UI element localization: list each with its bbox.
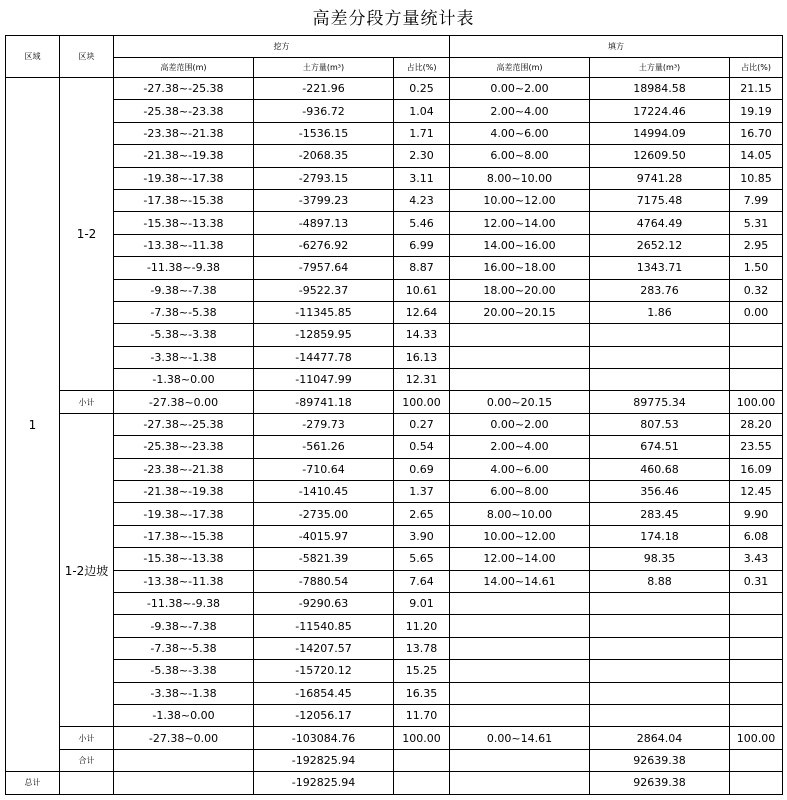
table-row <box>6 212 783 234</box>
cut-volume-cell: -16854.45 <box>254 682 394 704</box>
cut-volume-cell: -1410.45 <box>254 481 394 503</box>
fill-range-cell: 14.00~14.61 <box>450 570 590 592</box>
fill-ratio-cell: 5.31 <box>730 212 783 234</box>
cut-range-cell: -1.38~0.00 <box>114 369 254 391</box>
zone-total-label: 合计 <box>60 749 114 771</box>
subtotal-fill-ratio: 100.00 <box>730 727 783 749</box>
grand-total-block <box>60 772 114 794</box>
fill-volume-cell <box>590 369 730 391</box>
table-row <box>6 122 783 144</box>
cut-volume-cell: -710.64 <box>254 458 394 480</box>
table-row <box>6 570 783 592</box>
fill-range-cell: 4.00~6.00 <box>450 122 590 144</box>
fill-ratio-cell: 3.43 <box>730 548 783 570</box>
header-block: 区块 <box>60 36 114 78</box>
table-row <box>6 78 783 100</box>
table-row <box>6 436 783 458</box>
cut-volume-cell: -15720.12 <box>254 660 394 682</box>
fill-ratio-cell: 28.20 <box>730 413 783 435</box>
cut-range-cell: -15.38~-13.38 <box>114 212 254 234</box>
header-fill-range: 高差范围(m) <box>450 58 590 78</box>
cut-ratio-cell: 5.46 <box>394 212 450 234</box>
fill-volume-cell: 9741.28 <box>590 167 730 189</box>
fill-ratio-cell: 14.05 <box>730 145 783 167</box>
table-row <box>6 189 783 211</box>
cut-volume-cell: -936.72 <box>254 100 394 122</box>
subtotal-fill-range: 0.00~20.15 <box>450 391 590 413</box>
cut-volume-cell: -11047.99 <box>254 369 394 391</box>
cut-ratio-cell: 7.64 <box>394 570 450 592</box>
fill-ratio-cell: 12.45 <box>730 481 783 503</box>
cut-ratio-cell: 0.54 <box>394 436 450 458</box>
fill-ratio-cell <box>730 369 783 391</box>
cut-range-cell: -19.38~-17.38 <box>114 503 254 525</box>
fill-range-cell: 10.00~12.00 <box>450 525 590 547</box>
cut-ratio-cell: 16.13 <box>394 346 450 368</box>
fill-volume-cell <box>590 660 730 682</box>
cut-ratio-cell: 0.69 <box>394 458 450 480</box>
cut-range-cell: -5.38~-3.38 <box>114 660 254 682</box>
block-name-cell: 1-2 <box>60 78 114 391</box>
cut-volume-cell: -4015.97 <box>254 525 394 547</box>
cut-ratio-cell: 4.23 <box>394 189 450 211</box>
fill-volume-cell: 283.45 <box>590 503 730 525</box>
fill-volume-cell <box>590 682 730 704</box>
table-row <box>6 324 783 346</box>
cut-range-cell: -21.38~-19.38 <box>114 145 254 167</box>
cut-range-cell: -13.38~-11.38 <box>114 570 254 592</box>
fill-range-cell: 8.00~10.00 <box>450 503 590 525</box>
fill-range-cell <box>450 369 590 391</box>
block-name-cell: 1-2边坡 <box>60 413 114 726</box>
cut-range-cell: -27.38~-25.38 <box>114 78 254 100</box>
cut-ratio-cell: 5.65 <box>394 548 450 570</box>
fill-range-cell: 4.00~6.00 <box>450 458 590 480</box>
cut-ratio-cell: 2.65 <box>394 503 450 525</box>
cut-range-cell: -27.38~-25.38 <box>114 413 254 435</box>
cut-range-cell: -23.38~-21.38 <box>114 458 254 480</box>
cut-volume-cell: -3799.23 <box>254 189 394 211</box>
cut-ratio-cell: 16.35 <box>394 682 450 704</box>
fill-volume-cell: 1.86 <box>590 301 730 323</box>
earthwork-table <box>5 35 783 795</box>
cut-ratio-cell: 11.70 <box>394 704 450 726</box>
cut-ratio-cell: 11.20 <box>394 615 450 637</box>
fill-ratio-cell: 16.09 <box>730 458 783 480</box>
fill-range-cell: 0.00~2.00 <box>450 413 590 435</box>
fill-ratio-cell: 0.32 <box>730 279 783 301</box>
cut-volume-cell: -2735.00 <box>254 503 394 525</box>
cut-range-cell: -21.38~-19.38 <box>114 481 254 503</box>
fill-volume-cell: 18984.58 <box>590 78 730 100</box>
fill-ratio-cell: 0.00 <box>730 301 783 323</box>
fill-range-cell <box>450 346 590 368</box>
subtotal-cut-range: -27.38~0.00 <box>114 727 254 749</box>
fill-range-cell: 16.00~18.00 <box>450 257 590 279</box>
cut-volume-cell: -561.26 <box>254 436 394 458</box>
cut-ratio-cell: 1.71 <box>394 122 450 144</box>
cut-volume-cell: -7957.64 <box>254 257 394 279</box>
fill-ratio-cell <box>730 615 783 637</box>
fill-range-cell: 2.00~4.00 <box>450 100 590 122</box>
subtotal-cut-volume: -103084.76 <box>254 727 394 749</box>
fill-ratio-cell: 2.95 <box>730 234 783 256</box>
table-row <box>6 100 783 122</box>
cut-range-cell: -1.38~0.00 <box>114 704 254 726</box>
cut-volume-cell: -9522.37 <box>254 279 394 301</box>
fill-range-cell <box>450 660 590 682</box>
cut-ratio-cell: 10.61 <box>394 279 450 301</box>
subtotal-fill-volume: 89775.34 <box>590 391 730 413</box>
fill-volume-cell: 283.76 <box>590 279 730 301</box>
cut-ratio-cell: 2.30 <box>394 145 450 167</box>
fill-ratio-cell: 21.15 <box>730 78 783 100</box>
cut-ratio-cell: 1.04 <box>394 100 450 122</box>
fill-range-cell <box>450 682 590 704</box>
table-row <box>6 301 783 323</box>
table-row <box>6 660 783 682</box>
fill-ratio-cell: 1.50 <box>730 257 783 279</box>
cut-range-cell: -7.38~-5.38 <box>114 637 254 659</box>
fill-range-cell: 2.00~4.00 <box>450 436 590 458</box>
subtotal-fill-ratio: 100.00 <box>730 391 783 413</box>
cut-volume-cell: -221.96 <box>254 78 394 100</box>
grand-total-cut-volume: -192825.94 <box>254 772 394 794</box>
header-zone: 区域 <box>6 36 60 78</box>
fill-range-cell <box>450 324 590 346</box>
subtotal-label: 小计 <box>60 391 114 413</box>
subtotal-cut-volume: -89741.18 <box>254 391 394 413</box>
cut-volume-cell: -2793.15 <box>254 167 394 189</box>
zone-id-cell: 1 <box>6 78 60 772</box>
fill-ratio-cell <box>730 592 783 614</box>
table-row <box>6 481 783 503</box>
zone-total-fill-range <box>450 749 590 771</box>
grand-total-fill-volume: 92639.38 <box>590 772 730 794</box>
cut-ratio-cell: 3.11 <box>394 167 450 189</box>
header-cut-ratio: 占比(%) <box>394 58 450 78</box>
cut-ratio-cell: 15.25 <box>394 660 450 682</box>
table-row <box>6 279 783 301</box>
fill-range-cell: 18.00~20.00 <box>450 279 590 301</box>
table-row <box>6 548 783 570</box>
fill-range-cell: 12.00~14.00 <box>450 548 590 570</box>
cut-volume-cell: -12056.17 <box>254 704 394 726</box>
header-cut-range: 高差范围(m) <box>114 58 254 78</box>
fill-volume-cell <box>590 637 730 659</box>
fill-range-cell: 8.00~10.00 <box>450 167 590 189</box>
cut-volume-cell: -1536.15 <box>254 122 394 144</box>
fill-volume-cell: 14994.09 <box>590 122 730 144</box>
cut-range-cell: -15.38~-13.38 <box>114 548 254 570</box>
cut-ratio-cell: 1.37 <box>394 481 450 503</box>
cut-range-cell: -7.38~-5.38 <box>114 301 254 323</box>
fill-volume-cell <box>590 346 730 368</box>
fill-volume-cell: 356.46 <box>590 481 730 503</box>
subtotal-cut-ratio: 100.00 <box>394 391 450 413</box>
cut-range-cell: -3.38~-1.38 <box>114 346 254 368</box>
header-fill-volume: 土方量(m³) <box>590 58 730 78</box>
cut-volume-cell: -11345.85 <box>254 301 394 323</box>
cut-volume-cell: -12859.95 <box>254 324 394 346</box>
fill-volume-cell: 460.68 <box>590 458 730 480</box>
zone-total-cut-range <box>114 749 254 771</box>
subtotal-cut-ratio: 100.00 <box>394 727 450 749</box>
cut-volume-cell: -11540.85 <box>254 615 394 637</box>
table-row <box>6 704 783 726</box>
cut-range-cell: -5.38~-3.38 <box>114 324 254 346</box>
fill-ratio-cell <box>730 324 783 346</box>
cut-range-cell: -9.38~-7.38 <box>114 279 254 301</box>
fill-range-cell: 0.00~2.00 <box>450 78 590 100</box>
cut-range-cell: -13.38~-11.38 <box>114 234 254 256</box>
cut-volume-cell: -5821.39 <box>254 548 394 570</box>
fill-range-cell <box>450 615 590 637</box>
fill-ratio-cell <box>730 660 783 682</box>
cut-volume-cell: -14207.57 <box>254 637 394 659</box>
cut-ratio-cell: 13.78 <box>394 637 450 659</box>
grand-total-row <box>6 772 783 794</box>
fill-range-cell: 20.00~20.15 <box>450 301 590 323</box>
cut-volume-cell: -4897.13 <box>254 212 394 234</box>
fill-range-cell: 12.00~14.00 <box>450 212 590 234</box>
subtotal-fill-volume: 2864.04 <box>590 727 730 749</box>
subtotal-row <box>6 391 783 413</box>
fill-ratio-cell: 0.31 <box>730 570 783 592</box>
fill-ratio-cell: 6.08 <box>730 525 783 547</box>
fill-volume-cell: 8.88 <box>590 570 730 592</box>
fill-volume-cell <box>590 592 730 614</box>
fill-volume-cell: 7175.48 <box>590 189 730 211</box>
cut-volume-cell: -7880.54 <box>254 570 394 592</box>
cut-volume-cell: -279.73 <box>254 413 394 435</box>
cut-range-cell: -11.38~-9.38 <box>114 257 254 279</box>
table-row <box>6 525 783 547</box>
fill-ratio-cell <box>730 637 783 659</box>
fill-ratio-cell <box>730 704 783 726</box>
fill-ratio-cell <box>730 346 783 368</box>
fill-ratio-cell: 23.55 <box>730 436 783 458</box>
header-cut-volume: 土方量(m³) <box>254 58 394 78</box>
zone-total-fill-volume: 92639.38 <box>590 749 730 771</box>
cut-ratio-cell: 14.33 <box>394 324 450 346</box>
cut-ratio-cell: 12.31 <box>394 369 450 391</box>
cut-range-cell: -17.38~-15.38 <box>114 525 254 547</box>
table-row <box>6 257 783 279</box>
cut-range-cell: -25.38~-23.38 <box>114 436 254 458</box>
cut-ratio-cell: 0.27 <box>394 413 450 435</box>
table-row <box>6 503 783 525</box>
zone-total-row <box>6 749 783 771</box>
cut-volume-cell: -9290.63 <box>254 592 394 614</box>
fill-range-cell: 10.00~12.00 <box>450 189 590 211</box>
header-fill: 填方 <box>450 36 783 58</box>
cut-range-cell: -23.38~-21.38 <box>114 122 254 144</box>
table-row <box>6 346 783 368</box>
cut-range-cell: -19.38~-17.38 <box>114 167 254 189</box>
fill-ratio-cell <box>730 682 783 704</box>
fill-volume-cell: 2652.12 <box>590 234 730 256</box>
cut-ratio-cell: 12.64 <box>394 301 450 323</box>
fill-volume-cell: 807.53 <box>590 413 730 435</box>
cut-range-cell: -17.38~-15.38 <box>114 189 254 211</box>
table-row <box>6 458 783 480</box>
grand-total-cut-ratio <box>394 772 450 794</box>
grand-total-fill-range <box>450 772 590 794</box>
page-title: 高差分段方量统计表 <box>312 9 475 29</box>
table-row <box>6 615 783 637</box>
table-row <box>6 413 783 435</box>
cut-volume-cell: -14477.78 <box>254 346 394 368</box>
fill-ratio-cell: 7.99 <box>730 189 783 211</box>
header-fill-ratio: 占比(%) <box>730 58 783 78</box>
fill-volume-cell: 17224.46 <box>590 100 730 122</box>
cut-range-cell: -25.38~-23.38 <box>114 100 254 122</box>
table-row <box>6 167 783 189</box>
cut-volume-cell: -6276.92 <box>254 234 394 256</box>
table-row <box>6 682 783 704</box>
fill-ratio-cell: 19.19 <box>730 100 783 122</box>
fill-volume-cell: 674.51 <box>590 436 730 458</box>
fill-volume-cell: 98.35 <box>590 548 730 570</box>
fill-volume-cell <box>590 704 730 726</box>
subtotal-row <box>6 727 783 749</box>
fill-volume-cell <box>590 324 730 346</box>
cut-volume-cell: -2068.35 <box>254 145 394 167</box>
cut-ratio-cell: 6.99 <box>394 234 450 256</box>
table-row <box>6 145 783 167</box>
subtotal-fill-range: 0.00~14.61 <box>450 727 590 749</box>
grand-total-fill-ratio <box>730 772 783 794</box>
fill-range-cell: 14.00~16.00 <box>450 234 590 256</box>
fill-volume-cell: 174.18 <box>590 525 730 547</box>
fill-ratio-cell: 9.90 <box>730 503 783 525</box>
cut-ratio-cell: 3.90 <box>394 525 450 547</box>
zone-total-fill-ratio <box>730 749 783 771</box>
table-row <box>6 592 783 614</box>
fill-range-cell <box>450 592 590 614</box>
table-row <box>6 637 783 659</box>
fill-volume-cell: 4764.49 <box>590 212 730 234</box>
fill-volume-cell: 1343.71 <box>590 257 730 279</box>
cut-range-cell: -3.38~-1.38 <box>114 682 254 704</box>
cut-ratio-cell: 0.25 <box>394 78 450 100</box>
fill-volume-cell <box>590 615 730 637</box>
fill-range-cell: 6.00~8.00 <box>450 145 590 167</box>
table-row <box>6 234 783 256</box>
subtotal-cut-range: -27.38~0.00 <box>114 391 254 413</box>
cut-ratio-cell: 8.87 <box>394 257 450 279</box>
fill-volume-cell: 12609.50 <box>590 145 730 167</box>
fill-ratio-cell: 16.70 <box>730 122 783 144</box>
cut-range-cell: -9.38~-7.38 <box>114 615 254 637</box>
subtotal-label: 小计 <box>60 727 114 749</box>
table-row <box>6 369 783 391</box>
fill-range-cell <box>450 637 590 659</box>
fill-ratio-cell: 10.85 <box>730 167 783 189</box>
cut-range-cell: -11.38~-9.38 <box>114 592 254 614</box>
grand-total-label: 总计 <box>6 772 60 794</box>
cut-ratio-cell: 9.01 <box>394 592 450 614</box>
grand-total-cut-range <box>114 772 254 794</box>
zone-total-cut-volume: -192825.94 <box>254 749 394 771</box>
header-cut: 挖方 <box>114 36 450 58</box>
fill-range-cell <box>450 704 590 726</box>
fill-range-cell: 6.00~8.00 <box>450 481 590 503</box>
zone-total-cut-ratio <box>394 749 450 771</box>
